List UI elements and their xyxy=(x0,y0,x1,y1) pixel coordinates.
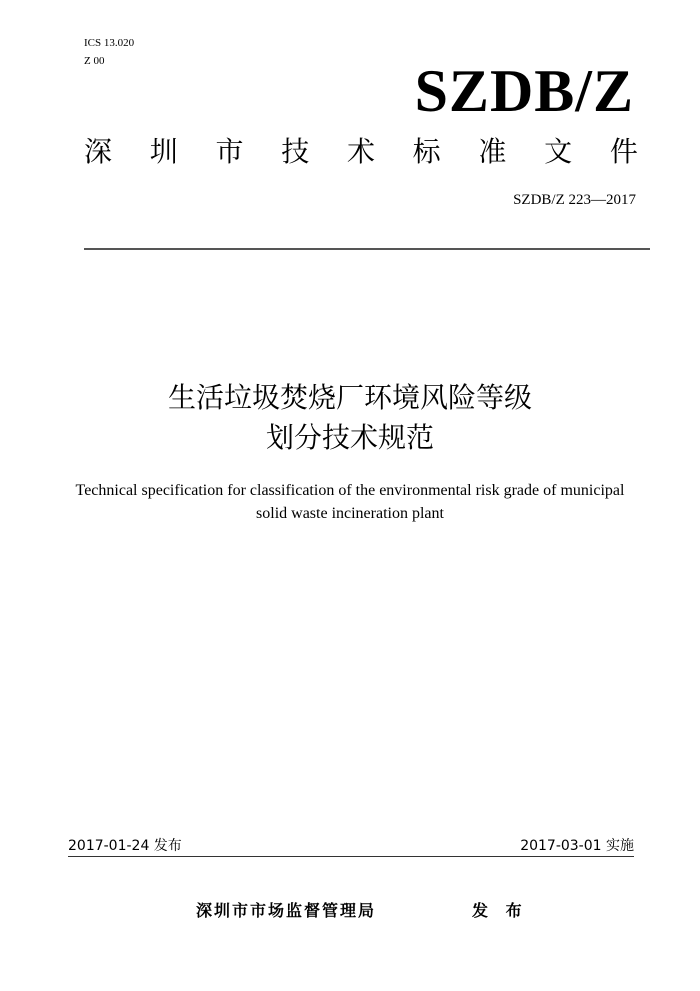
implementation-date: 2017-03-01 实施 xyxy=(520,838,634,854)
doc-type-char: 市 xyxy=(215,135,244,168)
title-en-line2: solid waste incineration plant xyxy=(256,505,444,522)
doc-type-char: 准 xyxy=(478,135,507,168)
publish-label: 发 布 xyxy=(472,901,528,920)
ics-code: ICS 13.020 xyxy=(84,37,135,49)
title-en-line1: Technical specification for classification of the environmental risk grade of municipal xyxy=(75,482,625,499)
doc-type-char: 圳 xyxy=(149,135,178,168)
title-cn-line1: 生活垃圾焚烧厂环境风险等级 xyxy=(167,381,532,414)
doc-type-char: 标 xyxy=(412,135,441,168)
doc-type-char: 术 xyxy=(346,135,375,168)
document-type xyxy=(84,132,638,172)
standard-code: SZDB/Z xyxy=(414,58,634,124)
issue-date: 2017-01-24 发布 xyxy=(68,838,182,854)
publisher: 深圳市市场监督管理局 xyxy=(196,901,377,920)
footer-divider xyxy=(68,856,634,857)
title-cn-line2: 划分技术规范 xyxy=(265,421,434,454)
doc-type-char: 技 xyxy=(281,135,310,168)
classification-code: Z 00 xyxy=(84,55,105,67)
document-number: SZDB/Z 223—2017 xyxy=(513,192,636,208)
doc-type-char: 深 xyxy=(84,135,113,168)
header-divider xyxy=(84,248,650,250)
doc-type-char: 文 xyxy=(544,135,573,168)
doc-type-char: 件 xyxy=(609,135,638,168)
